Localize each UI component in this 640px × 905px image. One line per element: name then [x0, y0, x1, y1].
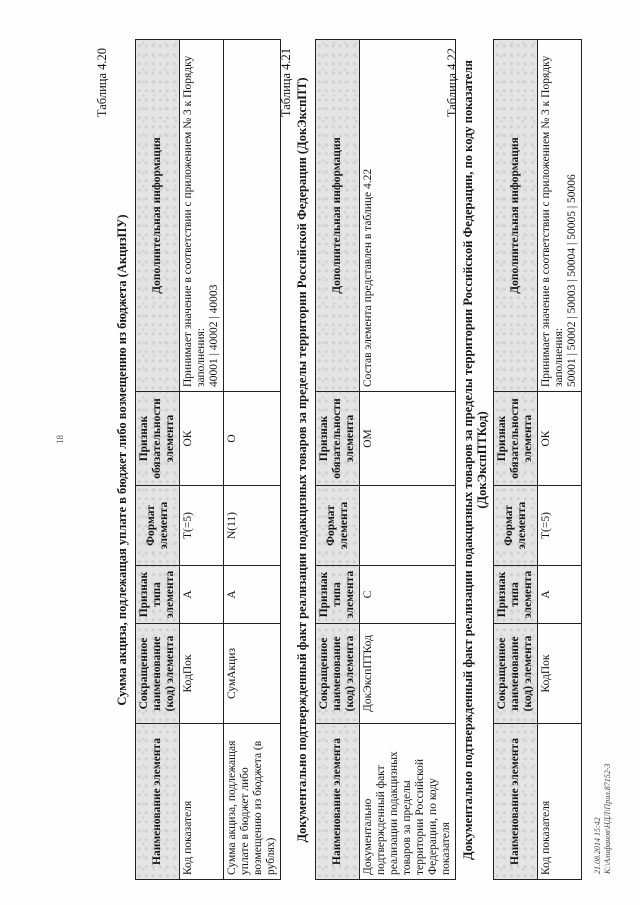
footer-timestamp: 21.08.2014 15:42	[593, 817, 602, 874]
header-required: Признак обязательности элемента	[136, 392, 180, 486]
table-row	[224, 40, 281, 880]
cell-info	[224, 40, 281, 392]
table-header-row	[316, 40, 360, 880]
table-row	[360, 40, 456, 880]
header-name: Наименование элемента	[136, 724, 180, 880]
header-info: Дополнительная информация	[316, 40, 360, 392]
header-code: Сокращенное наименование (код) элемента	[316, 624, 360, 724]
header-required: Признак обязательности элемента	[316, 392, 360, 486]
cell-code: КодПок	[538, 624, 582, 724]
cell-name: Сумма акциза, подлежащая уплате в бюджет либо возмещению из бюджета (в рублях)	[224, 724, 281, 880]
header-format: Формат элемента	[136, 486, 180, 566]
cell-type: С	[360, 566, 456, 624]
cell-required: О	[224, 392, 281, 486]
header-type: Признак типа элемента	[494, 566, 538, 624]
header-code: Сокращенное наименование (код) элемента	[494, 624, 538, 724]
header-format: Формат элемента	[494, 486, 538, 566]
rotated-content	[95, 40, 615, 880]
cell-name: Документально подтвержденный факт реализации подакцизных товаров за пределы территории Российской Федерации, по коду показателя	[360, 724, 456, 880]
header-format: Формат элемента	[316, 486, 360, 566]
table-4-21-caption: Таблица 4.21	[279, 48, 293, 118]
header-name: Наименование элемента	[316, 724, 360, 880]
header-required: Признак обязательности элемента	[494, 392, 538, 486]
header-type: Признак типа элемента	[316, 566, 360, 624]
table-4-20-caption: Таблица 4.20	[95, 48, 109, 118]
info-codes: 50001 | 50002 | 50003 | 50004 | 50005 | 50006	[566, 174, 578, 387]
table-row	[180, 40, 224, 880]
cell-info: Состав элемента представлен в таблице 4.22	[360, 40, 456, 392]
info-text: Принимает значение в соответствии с приложением № 3 к Порядку заполнения:	[182, 55, 207, 387]
cell-name: Код показателя	[538, 724, 582, 880]
header-name: Наименование элемента	[494, 724, 538, 880]
cell-required: ОК	[180, 392, 224, 486]
cell-code: ДокЭкспПТКод	[360, 624, 456, 724]
cell-name: Код показателя	[180, 724, 224, 880]
table-4-20	[135, 39, 281, 880]
cell-info	[538, 40, 582, 392]
cell-format: T(=5)	[538, 486, 582, 566]
info-codes: 40001 | 40002 | 40003	[208, 284, 220, 387]
cell-format	[360, 486, 456, 566]
header-info: Дополнительная информация	[136, 40, 180, 392]
table-header-row	[136, 40, 180, 880]
cell-code: СумАкциз	[224, 624, 281, 724]
table-4-20-title: Сумма акциза, подлежащая уплате в бюджет либо возмещению из бюджета (АкцизПУ)	[115, 214, 129, 706]
table-4-21	[315, 39, 456, 880]
table-4-22	[493, 39, 582, 880]
table-header-row	[494, 40, 538, 880]
cell-format: T(=5)	[180, 486, 224, 566]
cell-required: ОК	[538, 392, 582, 486]
cell-code: КодПок	[180, 624, 224, 724]
cell-type: А	[538, 566, 582, 624]
footer-file-path: К:\Алифанов\НДЛ\Прил.87152-3	[603, 763, 612, 874]
cell-type: А	[180, 566, 224, 624]
cell-type: А	[224, 566, 281, 624]
document-footer	[593, 764, 613, 874]
table-row	[538, 40, 582, 880]
header-code: Сокращенное наименование (код) элемента	[136, 624, 180, 724]
table-4-22-caption: Таблица 4.22	[445, 48, 459, 118]
header-type: Признак типа элемента	[136, 566, 180, 624]
info-text: Принимает значение в соответствии с приложением № 3 к Порядку заполнения:	[540, 55, 565, 387]
header-info: Дополнительная информация	[494, 40, 538, 392]
cell-required: ОМ	[360, 392, 456, 486]
page-number: 18	[55, 435, 65, 444]
cell-info	[180, 40, 224, 392]
cell-format: N(11)	[224, 486, 281, 566]
table-4-22-title: Документально подтвержденный факт реализации подакцизных товаров за пределы территории Российской Федерации, по коду показателя (ДокЭкспПТКод)	[461, 60, 489, 860]
table-4-21-title: Документально подтвержденный факт реализации подакцизных товаров за пределы территории Российской Федерации (ДокЭкспПТ)	[295, 77, 309, 843]
